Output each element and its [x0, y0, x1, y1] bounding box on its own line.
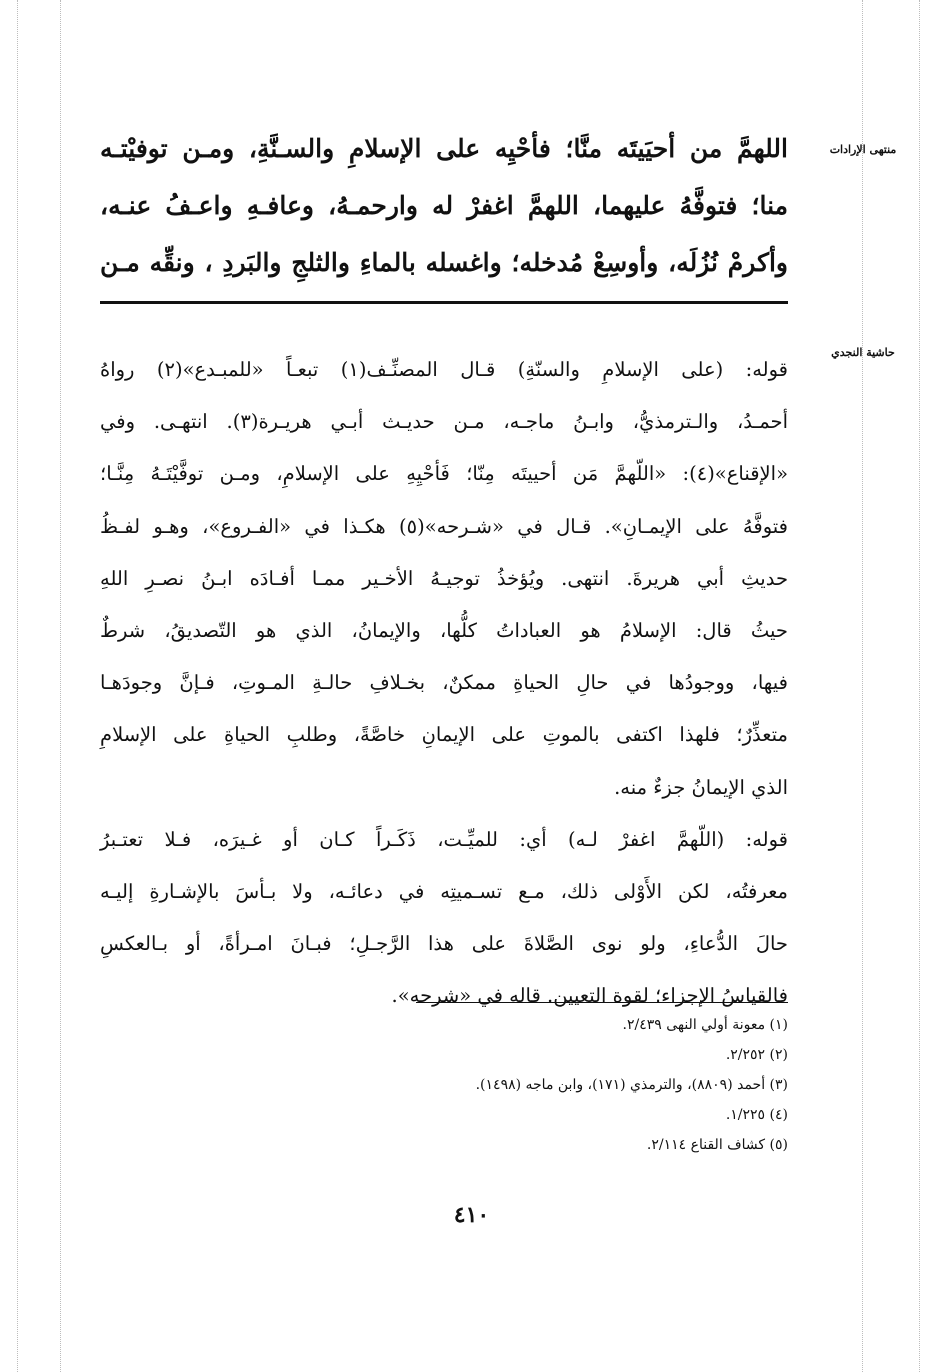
hashiya-text-block: [100, 344, 788, 1022]
hashiya-line: قوله: (اللّهمَّ اغفرْ لـه) أي: للميِّـت، ذَكَـراً كـان أو غـيرَه، فـلا تعتـبرُ: [100, 827, 788, 851]
hashiya-line: فتوفَّهُ على الإيمـانِ». قـال في «شـرحه»(٥) هكـذا في «الفـروع»، وهـو لفـظُ: [100, 514, 788, 538]
footnotes-block: [100, 1010, 788, 1160]
footnote: (٣) أحمد (٨٨٠٩)، والترمذي (١٧١)، وابن ماجه (١٤٩٨).: [475, 1077, 788, 1093]
scan-grid-line: [862, 0, 863, 1372]
scan-grid-line: [17, 0, 18, 1372]
hashiya-line: فالقياسُ الإجزاء؛ لقوة التعيين. قاله في «شرحه».: [391, 984, 788, 1008]
hashiya-line: متعذِّرٌ؛ فلهذا اكتفى بالموتِ على الإيمانِ خاصَّةً، وطلبِ الحياةِ على الإسلامِ: [100, 723, 788, 747]
footnote: (٥) كشاف القناع ٢/١١٤.: [646, 1137, 788, 1153]
scan-grid-line: [919, 0, 920, 1372]
hashiya-line: الذي الإيمانُ جزءٌ منه.: [614, 775, 788, 799]
matn-line: اللهمَّ من أحيَيتَه منَّا؛ فأحْيِه على الإسلامِ والسـنَّةِ، ومـن توفيْتـه: [100, 134, 788, 163]
matn-line: منا؛ فتوفَّهُ عليهما، اللهمَّ اغفرْ له وارحمـهُ، وعافـهِ واعـفُ عنـه،: [100, 191, 788, 220]
side-label-matn: منتهى الإرادات: [829, 143, 897, 156]
hashiya-line: حالَ الدُّعاءِ، ولو نوى الصَّلاةَ على هذا الرَّجـلِ؛ فبـانَ امـرأةً، أو بـالعكسِ: [100, 932, 788, 956]
hashiya-line: فيها، ووجودُها في حالِ الحياةِ ممكنٌ، بخـلافِ حالـةِ المـوتِ، فـإنَّ وجودَهـا: [100, 671, 788, 695]
hashiya-line: حيثُ قال: الإسلامُ هو العباداتُ كلُّها، والإيمانُ، الذي هو التّصديقُ، شرطٌ: [100, 618, 788, 642]
section-divider: [100, 301, 788, 304]
hashiya-line: معرفتُه، لكن الأَوْلى ذلك، مـع تسـميتِه في دعائـه، ولا بـأسَ بالإشـارةِ إليـه: [100, 879, 788, 903]
matn-line: وأكرمْ نُزُلَه، وأوسِعْ مُدخله؛ واغسله بالماءِ والثلجِ والبَردِ ، ونقِّه مـن: [100, 248, 788, 277]
footnote: (٢) ٢/٢٥٢.: [725, 1047, 788, 1063]
page-number: ٤١٠: [453, 1202, 490, 1228]
side-label-hashiya: حاشية النجدي: [831, 346, 895, 359]
matn-text-block: [100, 120, 788, 291]
footnote-divider: [416, 1002, 788, 1003]
scan-grid-line: [60, 0, 61, 1372]
footnote: (١) معونة أولي النهى ٢/٤٣٩.: [622, 1017, 788, 1033]
hashiya-line: قوله: (على الإسلامِ والسنّةِ) قـال المصنِّـف(١) تبعـاً «للمبـدع»(٢) رواهُ: [100, 358, 788, 381]
hashiya-line: حديثِ أبي هريرةَ. انتهى. ويُؤخذُ توجيـهُ الأخـير ممـا أفـادَه ابـنُ نصـرِ اللهِ: [100, 566, 788, 590]
footnote: (٤) ١/٢٢٥.: [725, 1107, 788, 1123]
hashiya-line: أحمـدُ، والـترمذيُّ، وابـنُ ماجـه، مـن حديـث أبـي هريـرة(٣). انتهـى. وفي: [100, 410, 789, 434]
hashiya-line: «الإقناع»(٤): «اللّهمَّ مَن أحييتَه مِنّا؛ فَأحْيِهِ على الإسلامِ، ومـن توفَّيْتَـهُ مِنَّـا؛: [100, 462, 788, 486]
